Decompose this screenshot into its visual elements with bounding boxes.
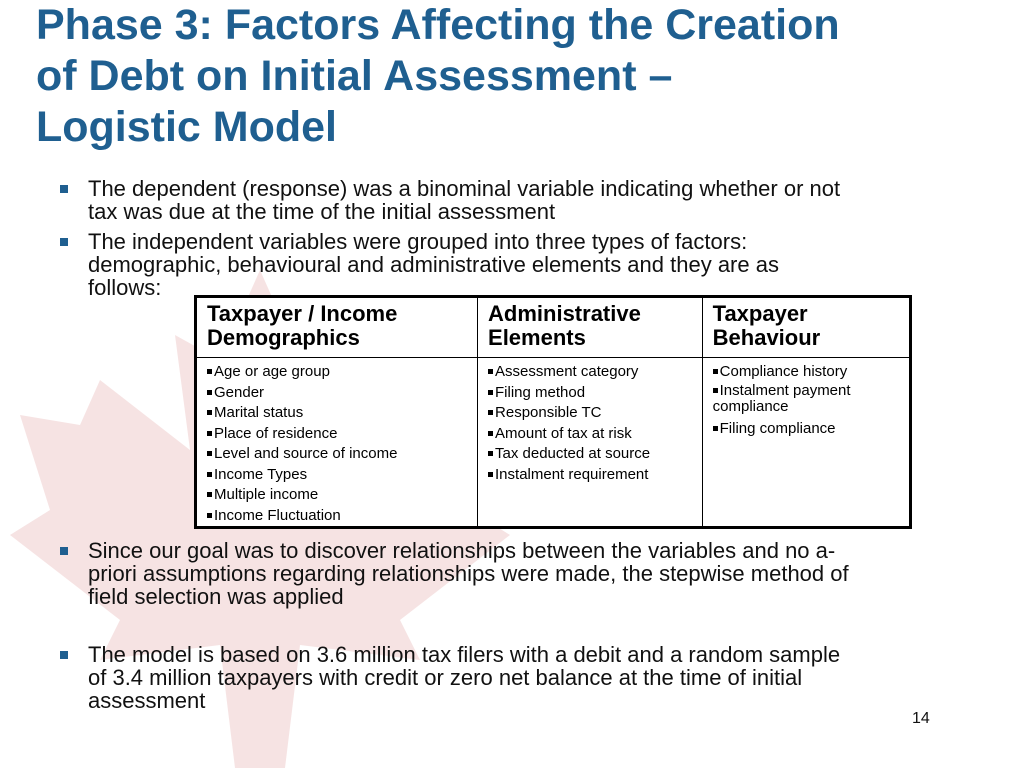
list-item: Tax deducted at source bbox=[488, 444, 692, 465]
square-bullet-icon bbox=[207, 472, 212, 477]
header-demographics bbox=[196, 297, 478, 358]
slide-title bbox=[36, 0, 1011, 153]
bullet-stepwise-method bbox=[60, 539, 849, 608]
demographics-cell bbox=[196, 358, 478, 528]
header-administrative bbox=[478, 297, 703, 358]
list-item: Level and source of income bbox=[207, 444, 467, 465]
title-line: Logistic Model bbox=[36, 103, 337, 151]
bullet-line: of 3.4 million taxpayers with credit or zero net balance at the time of initial bbox=[88, 665, 803, 690]
header-line: Taxpayer bbox=[712, 301, 808, 326]
square-bullet-icon bbox=[207, 390, 212, 395]
list-item: Gender bbox=[207, 383, 467, 404]
list-item: Income Types bbox=[207, 465, 467, 486]
table-row bbox=[196, 358, 911, 528]
square-bullet-icon bbox=[207, 492, 212, 497]
bullet-line: field selection was applied bbox=[88, 584, 344, 609]
table-header-row bbox=[196, 297, 911, 358]
behaviour-cell bbox=[702, 358, 910, 528]
list-item: Assessment category bbox=[488, 362, 692, 383]
bullet-line: assessment bbox=[88, 688, 206, 713]
page-number: 14 bbox=[912, 710, 930, 727]
square-bullet-icon bbox=[488, 369, 493, 374]
list-item: Filing compliance bbox=[713, 419, 899, 440]
list-item: Filing method bbox=[488, 383, 692, 404]
bullet-marker bbox=[60, 651, 68, 659]
header-line: Taxpayer / Income bbox=[207, 301, 398, 326]
header-line: Elements bbox=[488, 325, 586, 350]
bullet-line: follows: bbox=[88, 275, 162, 300]
square-bullet-icon bbox=[713, 426, 718, 431]
bullet-model-sample bbox=[60, 643, 840, 712]
bullet-line: The independent variables were grouped into three types of factors: bbox=[88, 229, 748, 254]
administrative-cell bbox=[478, 358, 703, 528]
square-bullet-icon bbox=[713, 369, 718, 374]
list-item: Amount of tax at risk bbox=[488, 424, 692, 445]
square-bullet-icon bbox=[488, 472, 493, 477]
square-bullet-icon bbox=[207, 410, 212, 415]
bullet-line: The dependent (response) was a binominal variable indicating whether or not bbox=[88, 176, 841, 201]
list-item: Responsible TC bbox=[488, 403, 692, 424]
square-bullet-icon bbox=[488, 451, 493, 456]
square-bullet-icon bbox=[488, 390, 493, 395]
list-item: Multiple income bbox=[207, 485, 467, 506]
header-line: Demographics bbox=[207, 325, 360, 350]
bullet-line: The model is based on 3.6 million tax filers with a debit and a random sample bbox=[88, 642, 841, 667]
square-bullet-icon bbox=[207, 451, 212, 456]
list-item: Place of residence bbox=[207, 424, 467, 445]
list-item: Compliance history bbox=[713, 362, 899, 383]
square-bullet-icon bbox=[207, 431, 212, 436]
list-item: Income Fluctuation bbox=[207, 506, 467, 527]
bullet-marker bbox=[60, 547, 68, 555]
square-bullet-icon bbox=[488, 431, 493, 436]
factors-table bbox=[194, 295, 912, 529]
bullet-line: tax was due at the time of the initial assessment bbox=[88, 199, 556, 224]
bullet-marker bbox=[60, 185, 68, 193]
bullet-independent-variables bbox=[60, 230, 779, 299]
header-line: Administrative bbox=[488, 301, 641, 326]
bullet-marker bbox=[60, 238, 68, 246]
header-line: Behaviour bbox=[712, 325, 821, 350]
bullet-dependent-variable bbox=[60, 177, 840, 223]
bullet-line: priori assumptions regarding relationships were made, the stepwise method of bbox=[88, 561, 849, 586]
title-line: of Debt on Initial Assessment – bbox=[36, 52, 673, 100]
bullet-line: demographic, behavioural and administrative elements and they are as bbox=[88, 252, 779, 277]
header-behaviour bbox=[702, 297, 910, 358]
square-bullet-icon bbox=[207, 513, 212, 518]
list-item: Marital status bbox=[207, 403, 467, 424]
bullet-line: Since our goal was to discover relationships between the variables and no a- bbox=[88, 538, 836, 563]
square-bullet-icon bbox=[713, 388, 718, 393]
list-item: Instalment requirement bbox=[488, 465, 692, 486]
list-item: Age or age group bbox=[207, 362, 467, 383]
list-item: Instalment payment compliance bbox=[712, 381, 851, 415]
square-bullet-icon bbox=[488, 410, 493, 415]
square-bullet-icon bbox=[207, 369, 212, 374]
title-line: Phase 3: Factors Affecting the Creation bbox=[36, 1, 840, 49]
